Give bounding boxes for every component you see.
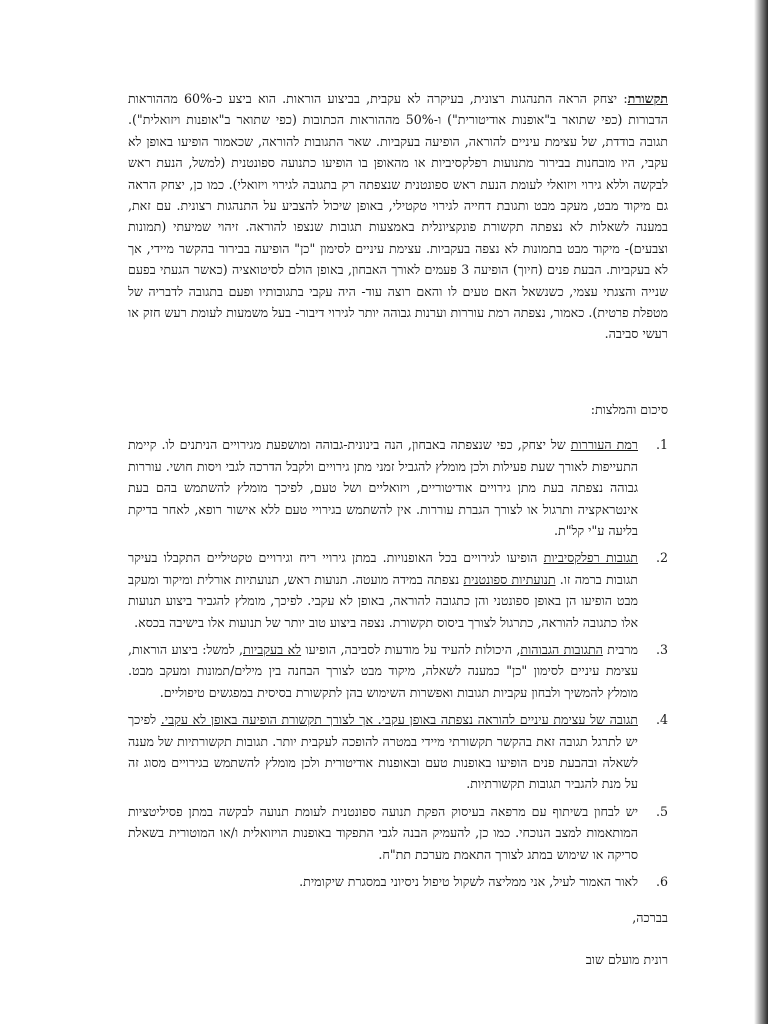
item-lead: התגובות הגבוהות: [520, 641, 603, 657]
item-text: הופיעו לגירויים בכל האופנויות. במתן גירויי ריח וגירויים טקטיליים התקבלו בעיקר תגובות ברמה זו.: [128, 550, 638, 587]
summary-title: סיכום והמלצות:: [590, 401, 668, 417]
scan-edge-shadow: [754, 0, 768, 1024]
communication-text: : יצחק הראה התנהגות רצונית, בעיקרה לא עקבית, בביצוע הוראות. הוא ביצע כ-60% מההוראות הדבורות (כפי שתואר ב"אופנות אודיטורית") ו-50% מההוראות הכתובות (כפי שתואר ב"אופנות ויזואלית"). תגובה בודדת, של עצימת עיניים להוראה, הופיעה בעקביות. שאר התגובות להוראה, שכאמור הופיעו באופן לא עקבי, היו מובחנות בבירור מתנועות רפלקסיביות או מהאופן בו הופיעו כתנועה ספונטנית (למשל, הנעת ראש לבקשה וללא גירוי ויזואלי לעומת הנעת ראש ספונטנית שנצפתה רק בתגובה לגירוי ויזואלי). כמו כן, יצחק הראה גם מיקוד מבט, מעקב מבט ותגובת דחייה לגירוי טקטילי, באופן שיכול להצביע על התנהגות רצונית. עם זאת, במענה לשאלות לא נצפתה תקשורת פונקציונלית באמצעות תגובות שנצפו להוראה. זיהוי שמיעתי (תמונות וצבעים)- מיקוד מבט בתמונות לא נצפה בעקביות. עצימת עיניים לסימון "כן" הופיעה בבירור בהקשר מיידי, אך לא בעקביות. הבעת פנים (חיוך) הופיעה 3 פעמים לאורך האבחון, באופן הולם לסיטואציה (כאשר הגעתי בפעם שנייה והצגתי עצמי, כשנשאל האם טעים לו והאם רוצה עוד- היה עקבי בתגובותיו ופעם בתגובה לדבריה של מטפלת פרטית). כאמור, נצפתה רמת עוררות וערנות גבוהה יותר לגירוי דיבור- בעל משמעות לעומת רעש חזק או רעשי סביבה.: [128, 91, 668, 342]
item-text: של יצחק, כפי שנצפתה באבחון, הנה בינונית-גבוהה ומושפעת מגירויים הניתנים לו. קיימת התעייפות לאורך שעת פעילות ולכן מומלץ להגביל זמני מתן גירויים ולקבל הדרכה לגבי ויסות חושי. עוררות גבוהה נצפתה בעת מתן גירויים אודיטוריים, ויזואליים ושל טעם, לפיכך מומלץ להשתמש בהם בעת אינטראקציה ותרגול או לצורך הגברת עוררות. אין להשתמש בגירויי טעם ללא אישור רופא, לאחר בדיקת בליעה ע"י קל"ת.: [128, 437, 638, 538]
recommendation-item-4: [128, 709, 668, 795]
item-text: מרבית: [602, 641, 638, 657]
item-text: יש לבחון בשיתוף עם מרפאה בעיסוק הפקת תנועה ספונטנית לעומת תנועה לבקשה במתן פסיליטציות המותאמות למצב הנוכחי. כמו כן, להעמיק הבנה לגבי התפקוד באופנות הויזואלית ו/או המוטורית בשאלת סריקה או שימוש במתג לצורך התאמת מערכת תת"ח.: [128, 803, 638, 862]
item-number: 3.: [655, 641, 668, 657]
communication-heading: תקשורת: [627, 91, 668, 106]
item-lead: תגובות רפלקסיביות: [543, 550, 638, 566]
greeting: בברכה,: [632, 910, 668, 925]
recommendation-item-1: [128, 434, 668, 541]
closing-block: [128, 908, 668, 970]
item-text-3: , למשל: ביצוע הוראות, עצימת עיניים לסימון "כן" כמענה לשאלה, מיקוד מבט לצורך הבחנה בין מילים/תמונות ומעקב מבט. מומלץ להמשיך ולבחון עקביות תגובות ואפשרות השימוש בהן לתקשורת בסיסית במפגשים טיפוליים.: [128, 641, 638, 700]
item-text-2: , היכולות להעיד על מודעות לסביבה, הופיעו: [301, 641, 521, 657]
item-lead: רמת העוררות: [570, 437, 638, 453]
recommendation-item-3: [128, 639, 668, 703]
item-number: 5.: [655, 803, 668, 819]
item-number: 6.: [655, 874, 668, 889]
recommendation-item-5: [128, 801, 668, 865]
item-number: 2.: [655, 550, 668, 566]
item-text: לפיכך יש לתרגל תגובה זאת בהקשר תקשורתי מיידי במטרה להופכה לעקבית יותר. תגובות תקשורתיות של מענה לשאלה ובהבעת פנים הופיעו באופנות טעם ובאופנות אודיטורית ולכן מומלץ להשתמש בגירויים מסוג זה על מנת להגביר תגובות תקשורתיות.: [128, 712, 638, 792]
communication-paragraph: [128, 88, 668, 345]
item-lead-2: תנועתיות ספונטנית: [463, 571, 556, 587]
item-lead-2: לא בעקביות: [243, 641, 302, 657]
item-text-2: נצפתה במידה מועטה. תנועות ראש, תנועתיות אורלית ומיקוד ומעקב מבט הופיעו הן באופן ספונטני והן כתגובה להוראה, באופן לא עקבי. לפיכך, מומלץ להגביר ביצוע תנועות אלו כתגובה להוראה, כתרגול לצורך ביסוס תקשורת. נצפה ביצוע טוב יותר של תנועות אלו בישיבה בכסא.: [128, 571, 638, 630]
signature-name: רונית מועלם שוב: [585, 952, 668, 967]
item-number: 1.: [655, 437, 668, 453]
item-lead: תגובה של עצימת עיניים להוראה נצפתה באופן עקבי. אך לצורך תקשורת הופיעה באופן לא עקבי.: [160, 712, 638, 728]
item-text: לאור האמור לעיל, אני ממליצה לשקול טיפול ניסיוני במסגרת שיקומית.: [299, 874, 638, 889]
document-body: [128, 88, 668, 898]
recommendation-item-2: [128, 547, 668, 633]
recommendation-item-6: [128, 871, 668, 892]
recommendations-list: [128, 434, 668, 892]
item-number: 4.: [655, 712, 668, 728]
